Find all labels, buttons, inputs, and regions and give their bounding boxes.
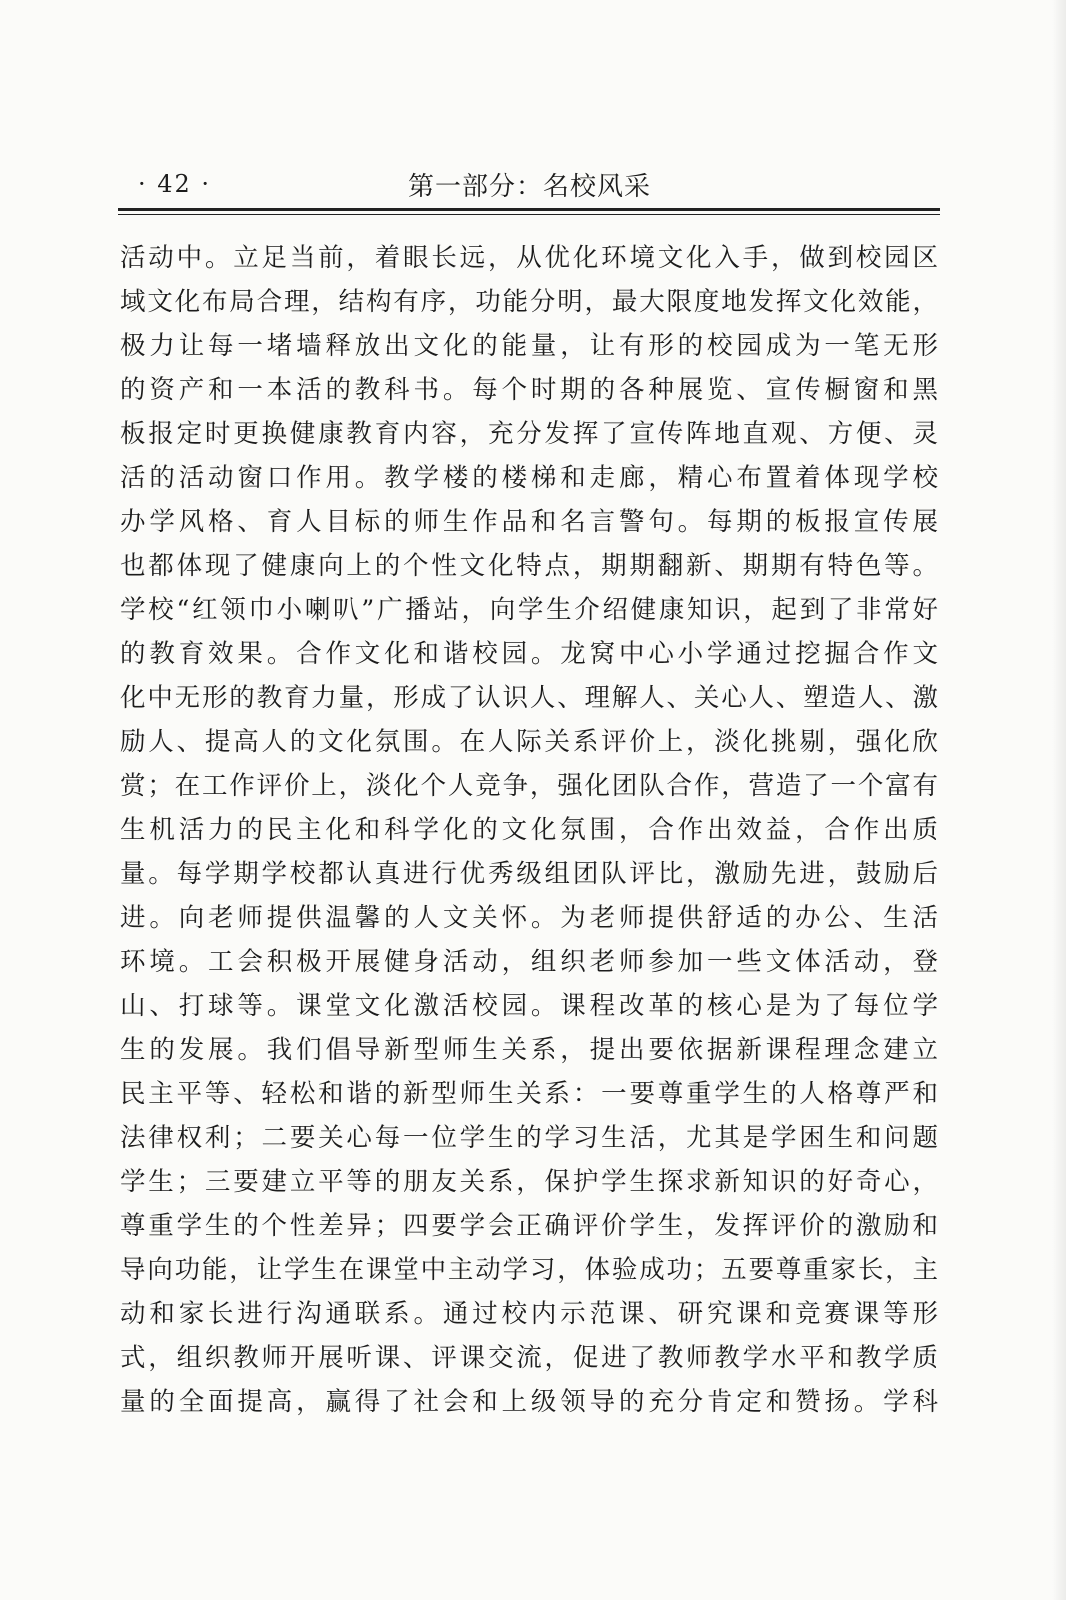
text-line: 赏；在工作评价上，淡化个人竞争，强化团队合作，营造了一个富有 bbox=[120, 771, 938, 801]
text-line: 极力让每一堵墙释放出文化的能量，让有形的校园成为一笔无形 bbox=[120, 331, 938, 361]
text-line: 也都体现了健康向上的个性文化特点，期期翻新、期期有特色等。 bbox=[120, 551, 938, 581]
text-line: 导向功能，让学生在课堂中主动学习，体验成功；五要尊重家长，主 bbox=[120, 1255, 938, 1285]
text-line: 量的全面提高，赢得了社会和上级领导的充分肯定和赞扬。学科 bbox=[120, 1387, 938, 1417]
text-line: 环境。工会积极开展健身活动，组织老师参加一些文体活动，登 bbox=[120, 947, 938, 977]
text-line: 式，组织教师开展听课、评课交流，促进了教师教学水平和教学质 bbox=[120, 1343, 938, 1373]
text-line: 板报定时更换健康教育内容，充分发挥了宣传阵地直观、方便、灵 bbox=[120, 419, 938, 449]
text-line: 生的发展。我们倡导新型师生关系，提出要依据新课程理念建立 bbox=[120, 1035, 938, 1065]
header-rule-thin bbox=[118, 214, 940, 215]
text-line: 山、打球等。课堂文化激活校园。课程改革的核心是为了每位学 bbox=[120, 991, 938, 1021]
page-edge-shadow bbox=[1052, 0, 1066, 1600]
text-line: 域文化布局合理，结构有序，功能分明，最大限度地发挥文化效能， bbox=[120, 287, 938, 317]
text-line: 尊重学生的个性差异；四要学会正确评价学生，发挥评价的激励和 bbox=[120, 1211, 938, 1241]
text-line: 活动中。立足当前，着眼长远，从优化环境文化入手，做到校园区 bbox=[120, 243, 938, 273]
header-rule-thick bbox=[118, 208, 940, 211]
body-text bbox=[120, 236, 938, 1424]
text-line: 办学风格、育人目标的师生作品和名言警句。每期的板报宣传展 bbox=[120, 507, 938, 537]
text-line: 民主平等、轻松和谐的新型师生关系：一要尊重学生的人格尊严和 bbox=[120, 1079, 938, 1109]
text-line: 生机活力的民主化和科学化的文化氛围，合作出效益，合作出质 bbox=[120, 815, 938, 845]
text-line: 学校“红领巾小喇叭”广播站，向学生介绍健康知识，起到了非常好 bbox=[120, 595, 938, 625]
text-line: 的资产和一本活的教科书。每个时期的各种展览、宣传橱窗和黑 bbox=[120, 375, 938, 405]
page-number: · 42 · bbox=[138, 170, 212, 198]
text-line: 化中无形的教育力量，形成了认识人、理解人、关心人、塑造人、激 bbox=[120, 683, 938, 713]
text-line: 活的活动窗口作用。教学楼的楼梯和走廊，精心布置着体现学校 bbox=[120, 463, 938, 493]
text-line: 励人、提高人的文化氛围。在人际关系评价上，淡化挑剔，强化欣 bbox=[120, 727, 938, 757]
running-head: 第一部分：名校风采 bbox=[408, 172, 652, 202]
text-line: 学生；三要建立平等的朋友关系，保护学生探求新知识的好奇心， bbox=[120, 1167, 938, 1197]
text-line: 动和家长进行沟通联系。通过校内示范课、研究课和竞赛课等形 bbox=[120, 1299, 938, 1329]
text-line: 法律权利；二要关心每一位学生的学习生活，尤其是学困生和问题 bbox=[120, 1123, 938, 1153]
text-line: 量。每学期学校都认真进行优秀级组团队评比，激励先进，鼓励后 bbox=[120, 859, 938, 889]
text-line: 进。向老师提供温馨的人文关怀。为老师提供舒适的办公、生活 bbox=[120, 903, 938, 933]
page-header bbox=[118, 166, 940, 206]
text-line: 的教育效果。合作文化和谐校园。龙窝中心小学通过挖掘合作文 bbox=[120, 639, 938, 669]
